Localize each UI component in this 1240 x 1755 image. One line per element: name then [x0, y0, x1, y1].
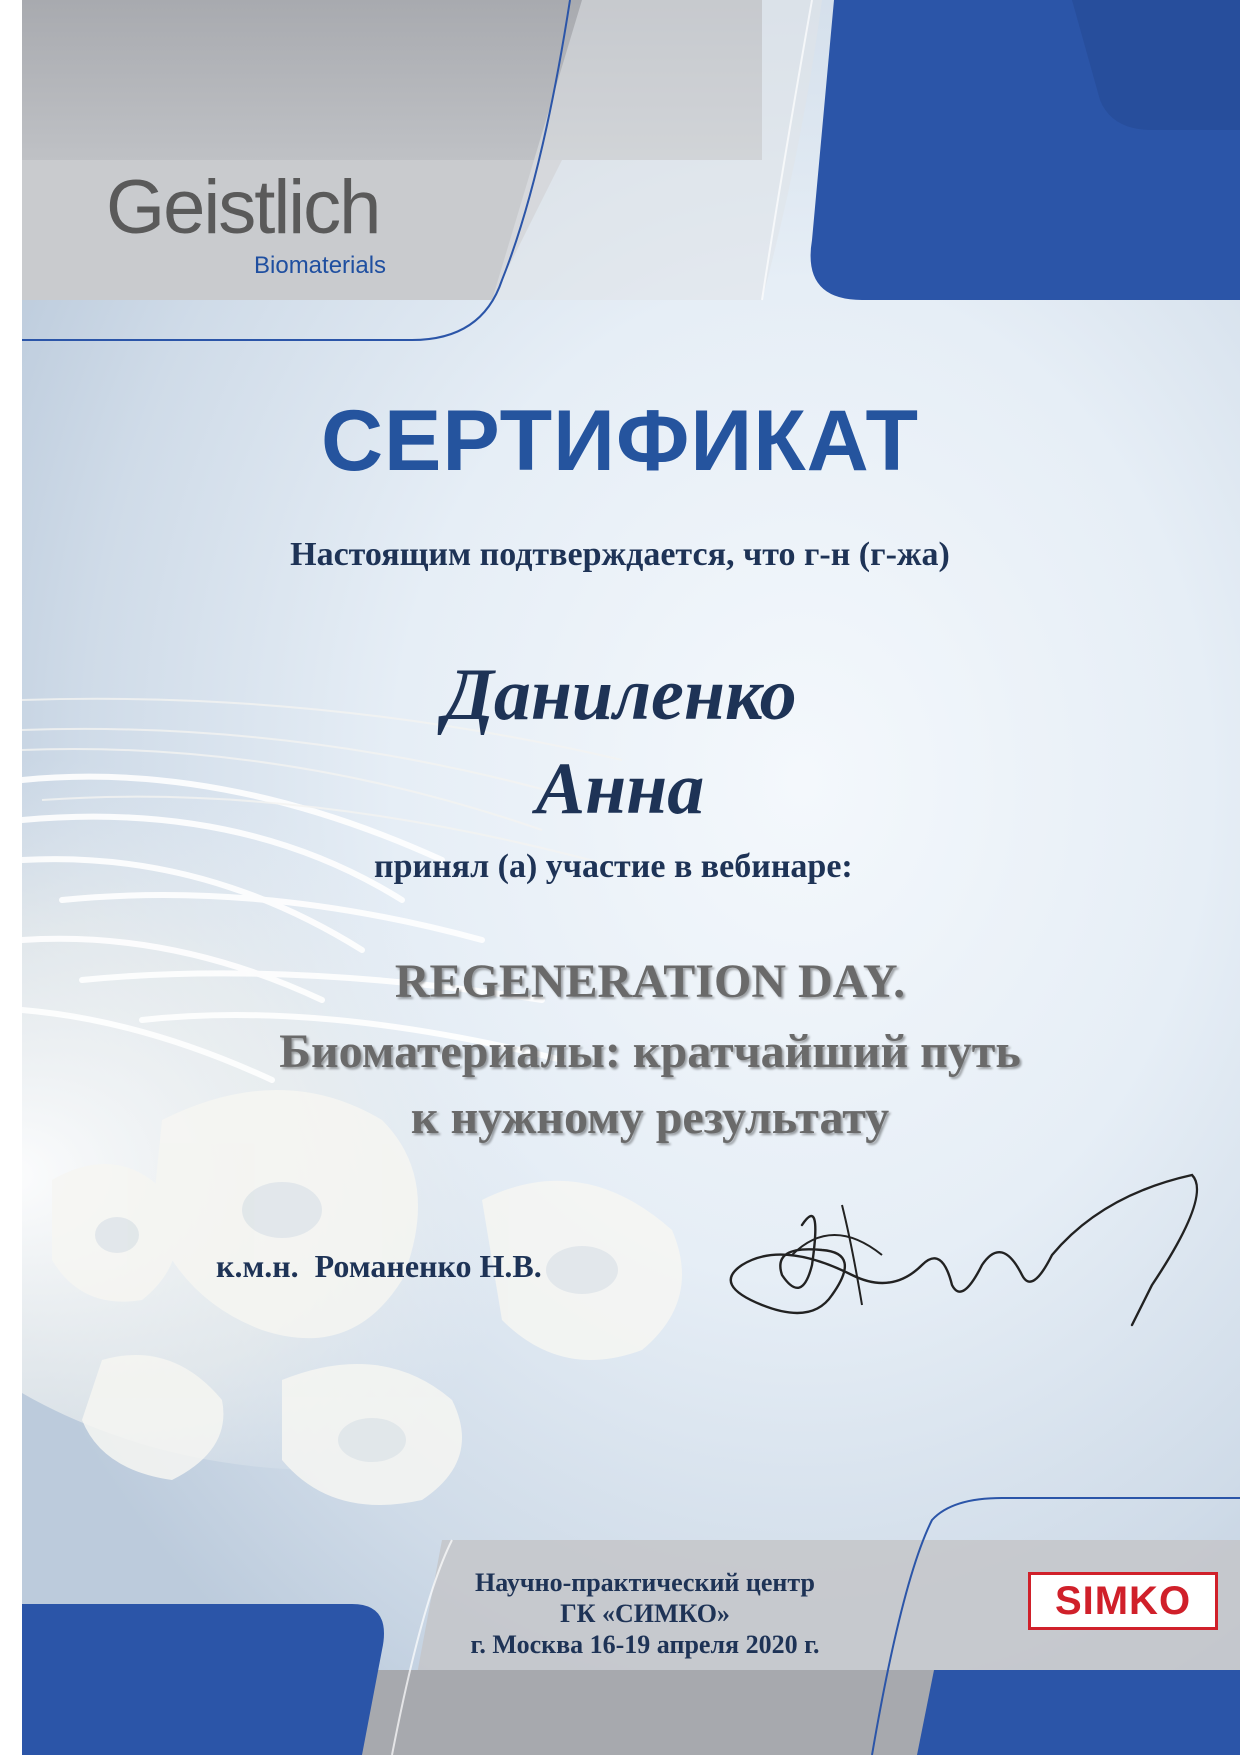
certificate-title: СЕРТИФИКАТ — [320, 393, 920, 489]
recipient-surname: Даниленко — [443, 654, 797, 736]
simko-logo-text: SIMKO — [1054, 1579, 1192, 1623]
geistlich-logo: Geistlich — [106, 165, 380, 250]
bottom-left-blue-band — [22, 1604, 384, 1755]
simko-logo — [1028, 1572, 1218, 1630]
biomaterials-subtitle: Biomaterials — [254, 252, 387, 279]
organizer-line: Научно-практический центр — [475, 1568, 815, 1597]
confirmation-text: Настоящим подтверждается, что г-н (г-жа) — [290, 536, 950, 573]
lecturer-name: к.м.н. Романенко Н.В. — [216, 1248, 542, 1284]
event-title-line: к нужному результату — [410, 1091, 890, 1144]
bottom-right-blue-band — [917, 1670, 1240, 1755]
signature — [682, 1155, 1202, 1345]
organizer-block — [420, 1567, 870, 1660]
recipient-first-name: Анна — [535, 748, 705, 830]
participation-text: принял (а) участие в вебинаре: — [374, 848, 853, 885]
event-title-line: REGENERATION DAY. — [394, 955, 906, 1008]
event-title-line: Биоматериалы: кратчайший путь — [279, 1025, 1021, 1078]
organizer-line: ГК «СИМКО» — [560, 1599, 730, 1628]
organizer-line: г. Москва 16-19 апреля 2020 г. — [470, 1630, 820, 1659]
